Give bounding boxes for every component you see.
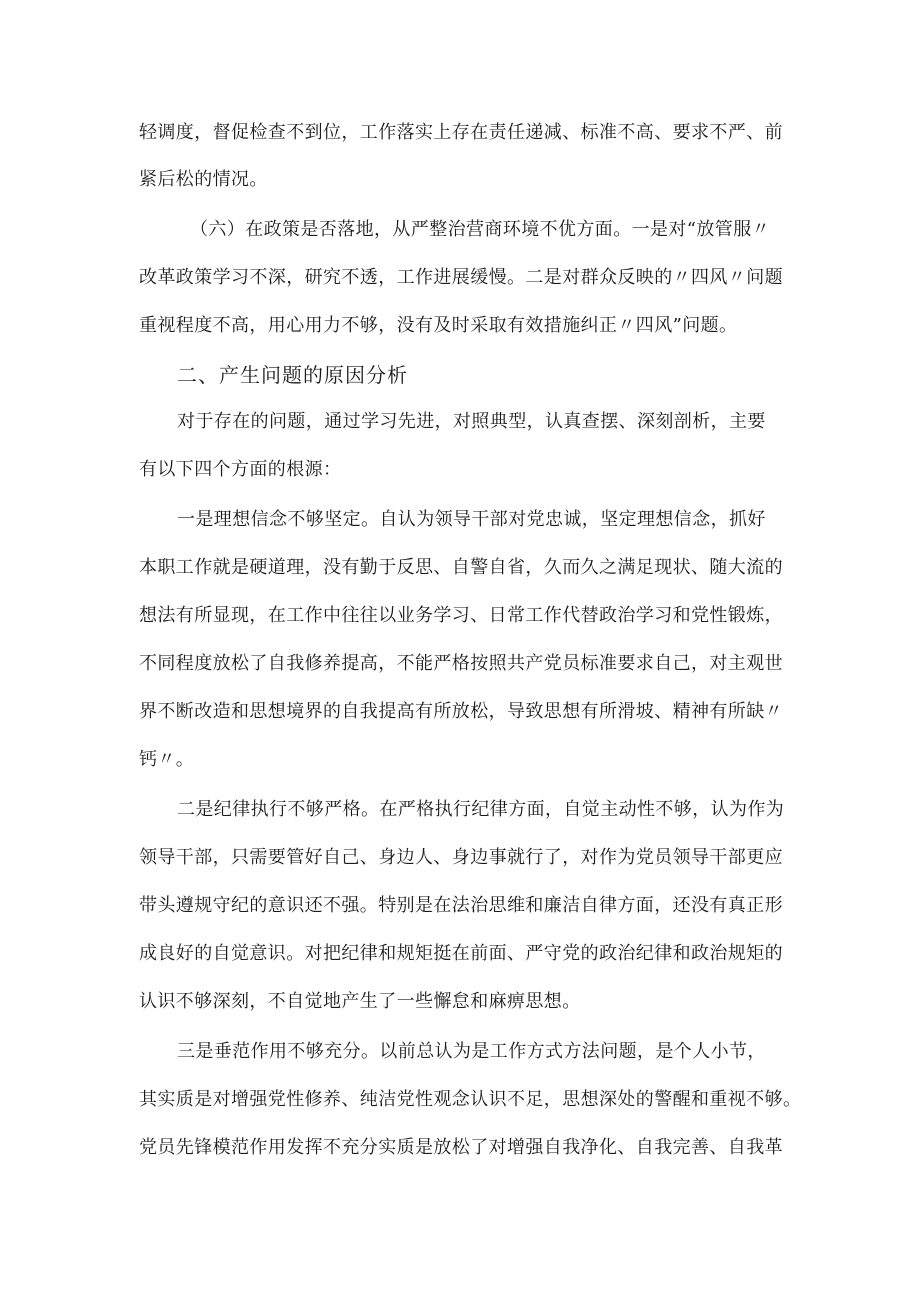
text-line: 成良好的自觉意识。对把纪律和规矩挺在前面、严守党的政治纪律和政治规矩的	[139, 943, 783, 964]
text-line: 领导干部，只需要管好自己、身边人、身边事就行了，对作为党员领导干部更应	[139, 847, 783, 868]
section-six-line: （六）在政策是否落地，从严整治营商环境不优方面。一是对“放管服〃	[190, 219, 770, 240]
text-line: 不同程度放松了自我修养提高，不能严格按照共产党员标准要求自己，对主观世	[139, 653, 783, 674]
text-line: 想法有所显现，在工作中往往以业务学习、日常工作代替政治学习和党性锻炼，	[139, 605, 783, 626]
text-line: 重视程度不高，用心用力不够，没有及时采取有效措施纠正〃四风”问题。	[139, 315, 738, 336]
text-line: 一是理想信念不够坚定。自认为领导干部对党忠诚，坚定理想信念，抓好	[177, 509, 766, 530]
text-line: 钙〃。	[139, 749, 195, 770]
text-line: 紧后松的情况。	[139, 169, 268, 190]
section-heading: 二、产生问题的原因分析	[177, 363, 408, 387]
text-line: 本职工作就是硬道理，没有勤于反思、自警自省，久而久之满足现状、随大流的	[139, 557, 783, 578]
text-line: 对于存在的问题，通过学习先进，对照典型，认真查摆、深刻剖析，主要	[177, 411, 766, 432]
text-line: 二是纪律执行不够严格。在严格执行纪律方面，自觉主动性不够，认为作为	[177, 799, 785, 820]
text-line: 带头遵规守纪的意识还不强。特别是在法治思维和廉洁自律方面，还没有真正形	[139, 895, 783, 916]
text-line: 有以下四个方面的根源：	[139, 459, 342, 480]
text-line: 认识不够深刻，不自觉地产生了一些懈怠和麻痹思想。	[139, 991, 581, 1012]
text-line: 三是垂范作用不够充分。以前总认为是工作方式方法问题，是个人小节，	[177, 1041, 766, 1062]
text-line: 界不断改造和思想境界的自我提高有所放松，导致思想有所滑坡、精神有所缺〃	[139, 701, 783, 722]
text-line: 党员先锋模范作用发挥不充分实质是放松了对增强自我净化、自我完善、自我革	[139, 1137, 783, 1158]
text-line: 改革政策学习不深，研究不透，工作进展缓慢。二是对群众反映的〃四风〃问题	[139, 267, 783, 288]
text-line: 轻调度，督促检查不到位，工作落实上存在责任递减、标准不高、要求不严、前	[139, 122, 783, 143]
text-line: 其实质是对增强党性修养、纯洁党性观念认识不足，思想深处的警醒和重视不够。	[139, 1089, 802, 1110]
